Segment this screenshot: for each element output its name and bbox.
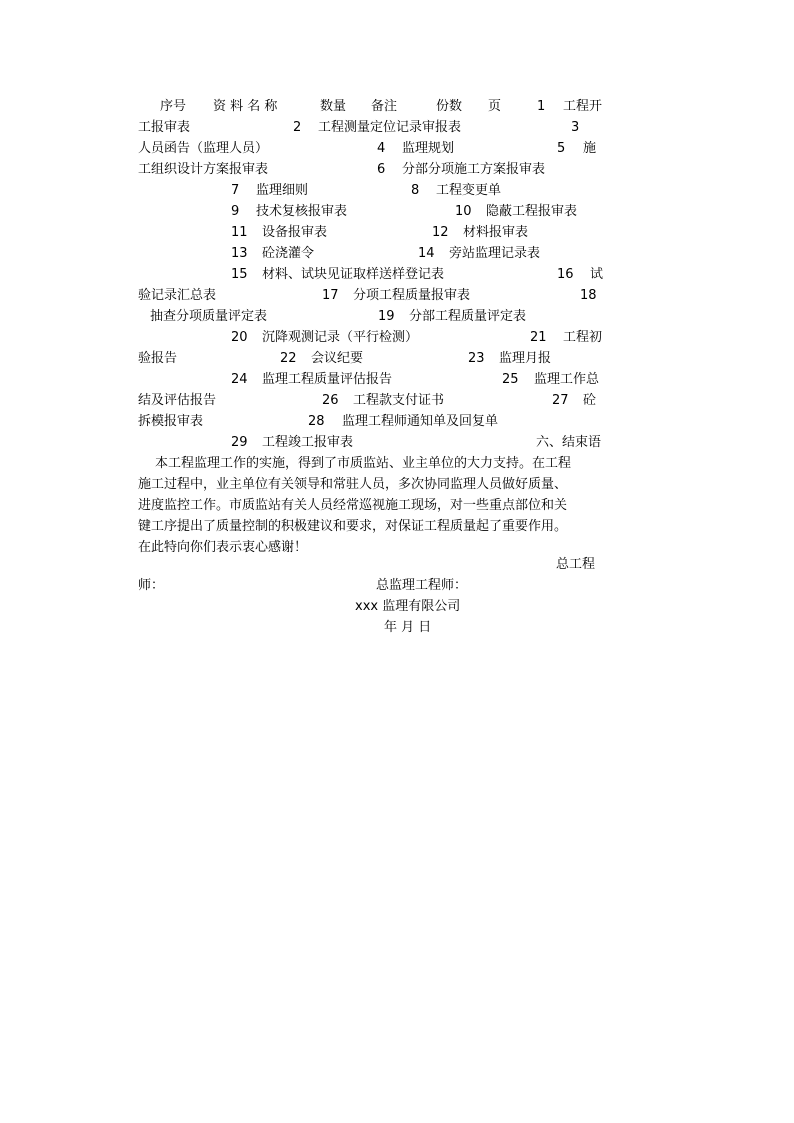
item-name: 监理细则 [256, 183, 309, 198]
item-name: 分部分项施工方案报审表 [402, 162, 546, 177]
item-name: 分项工程质量报审表 [353, 288, 471, 303]
item-no: 27 [552, 393, 569, 408]
item-name: 监理规划 [402, 141, 455, 156]
item-name-fragment: 抽查分项质量评定表 [150, 309, 268, 324]
item-no: 22 [280, 351, 297, 366]
item-name-fragment: 监理工作总 [534, 372, 600, 387]
header-qty: 数量 [320, 99, 347, 114]
item-no: 1 [537, 99, 546, 114]
item-name-fragment: 人员函告（监理人员） [138, 141, 269, 156]
header-copies: 份数 [436, 99, 463, 114]
item-no: 26 [322, 393, 339, 408]
item-no: 9 [231, 204, 240, 219]
item-no: 29 [231, 435, 248, 450]
item-name: 材料报审表 [463, 225, 529, 240]
item-name: 监理工程质量评估报告 [262, 372, 393, 387]
item-name: 工程变更单 [436, 183, 502, 198]
item-no: 21 [530, 330, 547, 345]
item-name-fragment: 工程初 [563, 330, 603, 345]
header-name: 资 料 名 称 [213, 99, 278, 114]
item-no: 17 [322, 288, 339, 303]
signature-company: xxx 监理有限公司 [355, 599, 461, 614]
item-name-fragment: 验记录汇总表 [138, 288, 217, 303]
item-name: 材料、试块见证取样送样登记表 [262, 267, 445, 282]
signature-chief-engineer-fragment: 师： [138, 578, 165, 593]
item-no: 10 [455, 204, 472, 219]
item-no: 23 [468, 351, 485, 366]
item-name-fragment: 拆模报审表 [138, 414, 204, 429]
conclusion-line: 键工序提出了质量控制的积极建议和要求，对保证工程质量起了重要作用。 [138, 519, 568, 534]
item-no: 6 [377, 162, 386, 177]
item-no: 28 [308, 414, 325, 429]
item-no: 7 [231, 183, 240, 198]
item-name: 工程竣工报审表 [262, 435, 354, 450]
item-no: 4 [377, 141, 386, 156]
conclusion-line: 本工程监理工作的实施，得到了市质监站、业主单位的大力支持。在工程 [155, 456, 572, 471]
item-no: 13 [231, 246, 248, 261]
signature-chief-supervisor: 总监理工程师： [376, 578, 468, 593]
item-name: 隐蔽工程报审表 [486, 204, 578, 219]
item-name: 工程款支付证书 [353, 393, 445, 408]
item-no: 11 [231, 225, 248, 240]
item-no: 14 [418, 246, 435, 261]
item-no: 3 [571, 120, 580, 135]
item-no: 25 [502, 372, 519, 387]
item-name: 监理工程师通知单及回复单 [342, 414, 499, 429]
item-name-fragment: 结及评估报告 [138, 393, 217, 408]
item-name: 监理月报 [499, 351, 552, 366]
conclusion-line: 进度监控工作。市质监站有关人员经常巡视施工现场，对一些重点部位和关 [138, 498, 568, 513]
item-name: 分部工程质量评定表 [409, 309, 527, 324]
item-name: 工程测量定位记录审报表 [318, 120, 462, 135]
item-name: 旁站监理记录表 [449, 246, 541, 261]
signature-chief-engineer-fragment: 总工程 [556, 557, 596, 572]
item-name-fragment: 工程开 [563, 99, 603, 114]
signature-date: 年 月 日 [384, 620, 432, 635]
conclusion-line: 施工过程中，业主单位有关领导和常驻人员，多次协同监理人员做好质量、 [138, 477, 568, 492]
item-no: 20 [231, 330, 248, 345]
item-name: 砼浇灌令 [262, 246, 315, 261]
header-seq: 序号 [160, 99, 187, 114]
item-no: 15 [231, 267, 248, 282]
conclusion-line: 在此特向你们表示衷心感谢！ [138, 540, 308, 555]
item-name: 设备报审表 [262, 225, 328, 240]
item-name-fragment: 试 [590, 267, 604, 282]
header-remark: 备注 [371, 99, 398, 114]
item-no: 16 [557, 267, 574, 282]
item-no: 24 [231, 372, 248, 387]
item-name-fragment: 验报告 [138, 351, 178, 366]
item-no: 5 [557, 141, 566, 156]
item-name: 沉降观测记录（平行检测） [262, 330, 419, 345]
item-no: 18 [580, 288, 597, 303]
header-page: 页 [488, 99, 502, 114]
section-title: 六、结束语 [536, 435, 602, 450]
item-name-fragment: 施 [583, 141, 597, 156]
item-name-fragment: 砼 [583, 393, 597, 408]
item-no: 19 [378, 309, 395, 324]
item-name-fragment: 工组织设计方案报审表 [138, 162, 269, 177]
item-name-fragment: 工报审表 [138, 120, 191, 135]
item-no: 12 [432, 225, 449, 240]
item-no: 8 [411, 183, 420, 198]
item-name: 会议纪要 [311, 351, 364, 366]
item-name: 技术复核报审表 [256, 204, 348, 219]
item-no: 2 [293, 120, 302, 135]
